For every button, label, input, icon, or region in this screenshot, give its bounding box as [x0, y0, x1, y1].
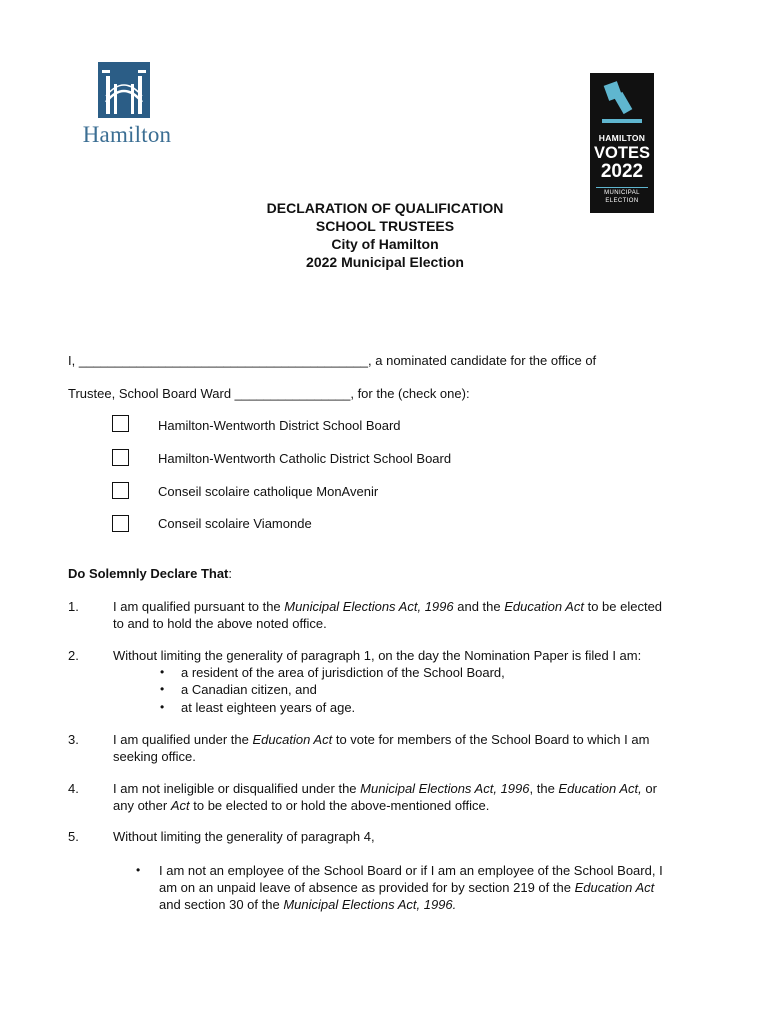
item-3-number: 3. [68, 732, 79, 747]
checkbox-hwcdsb[interactable] [112, 449, 129, 466]
badge-subtitle: MUNICIPAL ELECTION [604, 190, 640, 204]
ballot-icon [600, 79, 644, 129]
badge-votes: VOTES [594, 144, 650, 162]
bullet-dot: • [160, 665, 165, 679]
bullet-dot: • [136, 863, 141, 877]
badge-city: HAMILTON [598, 133, 646, 143]
checkbox-hwdsb[interactable] [112, 415, 129, 432]
item-5-text: Without limiting the generality of paragraph 4, [113, 829, 375, 844]
hamilton-logo-mark [98, 62, 150, 118]
board-option-3: Conseil scolaire catholique MonAvenir [158, 484, 379, 499]
checkbox-monavenir[interactable] [112, 482, 129, 499]
badge-divider [596, 187, 648, 188]
hamilton-logo [72, 62, 182, 152]
hamilton-wordmark: Hamilton [82, 122, 172, 147]
badge-year: 2022 [600, 161, 644, 182]
bullet-dot: • [160, 682, 165, 696]
item-3-text: I am qualified under the Education Act to vote for members of the School Board to which I am seeking office. [113, 732, 650, 764]
board-option-4: Conseil scolaire Viamonde [158, 516, 312, 531]
item-4-text: I am not ineligible or disqualified under the Municipal Elections Act, 1996, the Education Act, or any other Act to be elected to or hold the above-mentioned office. [113, 781, 657, 813]
declare-heading: Do Solemnly Declare That: [68, 566, 233, 581]
item-4-number: 4. [68, 781, 79, 796]
item-2-text: Without limiting the generality of paragraph 1, on the day the Nomination Paper is filed I am: [113, 648, 642, 663]
item-2-bullet-3: at least eighteen years of age. [181, 700, 356, 715]
candidate-name-line[interactable]: I, ________________________________________, a nominated candidate for the office of [68, 353, 597, 368]
board-option-1: Hamilton-Wentworth District School Board [158, 418, 401, 433]
title-line-1: DECLARATION OF QUALIFICATION [266, 200, 504, 216]
ward-line[interactable]: Trustee, School Board Ward ________________, for the (check one): [68, 386, 470, 401]
item-1-number: 1. [68, 599, 79, 614]
board-option-2: Hamilton-Wentworth Catholic District School Board [158, 451, 452, 466]
bullet-dot: • [160, 700, 165, 714]
item-1-text: I am qualified pursuant to the Municipal Elections Act, 1996 and the Education Act to be elected to and to hold the above noted office. [113, 599, 663, 631]
checkbox-viamonde[interactable] [112, 515, 129, 532]
title-line-2: SCHOOL TRUSTEES [315, 218, 455, 234]
item-2-number: 2. [68, 648, 79, 663]
title-line-3: City of Hamilton [331, 236, 439, 252]
title-line-4: 2022 Municipal Election [306, 254, 464, 270]
item-5-bullet: I am not an employee of the School Board or if I am an employee of the School Board, I am on an unpaid leave of absence as provided for by section 219 of the Education Act and section 30 of the Municipal Elections Act, 1996. [159, 863, 663, 912]
item-5-number: 5. [68, 829, 79, 844]
hamilton-votes-badge [590, 73, 654, 213]
item-2-bullet-1: a resident of the area of jurisdiction of the School Board, [181, 665, 505, 680]
item-2-bullet-2: a Canadian citizen, and [181, 682, 317, 697]
